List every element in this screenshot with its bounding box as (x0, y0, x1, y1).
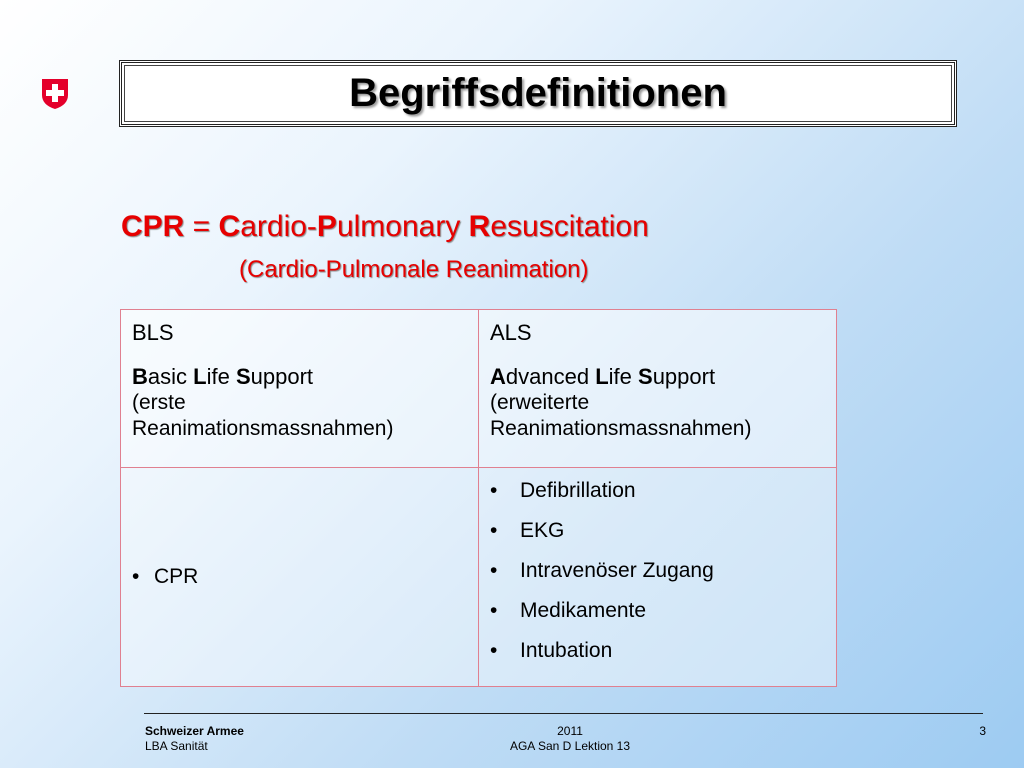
list-item (490, 598, 825, 638)
als-desc-line2: Reanimationsmassnahmen) (490, 417, 752, 440)
footer-org-unit: LBA Sanität (145, 739, 208, 753)
slide-title: Begriffsdefinitionen (349, 71, 727, 115)
list-item (132, 563, 467, 591)
bullet-icon: • (490, 639, 498, 662)
als-initial-a: A (490, 364, 506, 389)
als-definition-cell (479, 310, 837, 468)
als-initial-s: S (638, 364, 653, 389)
als-measure-medication: Medikamente (520, 599, 647, 622)
footer-course-info (480, 724, 660, 754)
bls-initial-l: L (193, 364, 207, 389)
cpr-initial-c: C (218, 210, 241, 243)
cpr-abbr: CPR (121, 210, 185, 243)
bls-long-name (132, 364, 467, 390)
bullet-icon: • (490, 559, 498, 582)
bls-word-life: ife (206, 364, 236, 389)
bls-measure-cpr: CPR (154, 565, 199, 588)
als-word-support: upport (652, 364, 716, 389)
als-measure-iv-access: Intravenöser Zugang (520, 559, 714, 582)
table-row-measures (121, 468, 837, 687)
footer-org-name: Schweizer Armee (145, 724, 244, 738)
cpr-rest-c: ardio- (240, 210, 317, 243)
als-measure-ekg: EKG (520, 519, 565, 542)
bullet-icon: • (490, 519, 498, 542)
cpr-rest-p: ulmonary (336, 210, 469, 243)
als-initial-l: L (595, 364, 609, 389)
bls-initial-b: B (132, 364, 148, 389)
footer-course: AGA San D Lektion 13 (509, 739, 631, 753)
als-measures-list (490, 478, 825, 678)
bls-initial-s: S (235, 364, 251, 389)
bls-measures-cell (121, 468, 479, 687)
bls-word-support: upport (250, 364, 314, 389)
footer-page-number: 3 (979, 724, 986, 738)
cpr-definition (121, 210, 649, 244)
bullet-icon: • (490, 479, 498, 502)
cpr-rest-r: esuscitation (490, 210, 649, 243)
cpr-translation: (Cardio-Pulmonale Reanimation) (239, 256, 589, 283)
als-word-advanced: dvanced (505, 364, 596, 389)
list-item (490, 518, 825, 558)
als-measure-intubation: Intubation (520, 639, 613, 662)
als-desc-line1: (erweiterte (490, 391, 590, 414)
als-long-name (490, 364, 825, 390)
list-item (490, 558, 825, 598)
bls-abbr: BLS (132, 320, 174, 345)
als-abbr: ALS (490, 320, 532, 345)
footer-organization (145, 724, 244, 754)
list-item (490, 638, 825, 678)
bls-desc-line2: Reanimationsmassnahmen) (132, 417, 394, 440)
cpr-initial-r: R (468, 210, 491, 243)
title-box (119, 60, 957, 127)
bls-als-table (120, 309, 837, 687)
cpr-initial-p: P (316, 210, 337, 243)
bullet-icon: • (490, 599, 498, 622)
bls-desc-line1: (erste (132, 391, 186, 414)
als-word-life: ife (608, 364, 638, 389)
cpr-equals: = (184, 210, 219, 243)
list-item (490, 478, 825, 518)
bls-word-basic: asic (147, 364, 194, 389)
als-measure-defibrillation: Defibrillation (520, 479, 636, 502)
swiss-cross-shield-icon (40, 77, 70, 110)
als-measures-cell (479, 468, 837, 687)
footer-divider (144, 713, 983, 714)
table-row-definitions (121, 310, 837, 468)
bls-definition-cell (121, 310, 479, 468)
bullet-icon: • (132, 565, 140, 588)
footer-year: 2011 (557, 724, 583, 738)
